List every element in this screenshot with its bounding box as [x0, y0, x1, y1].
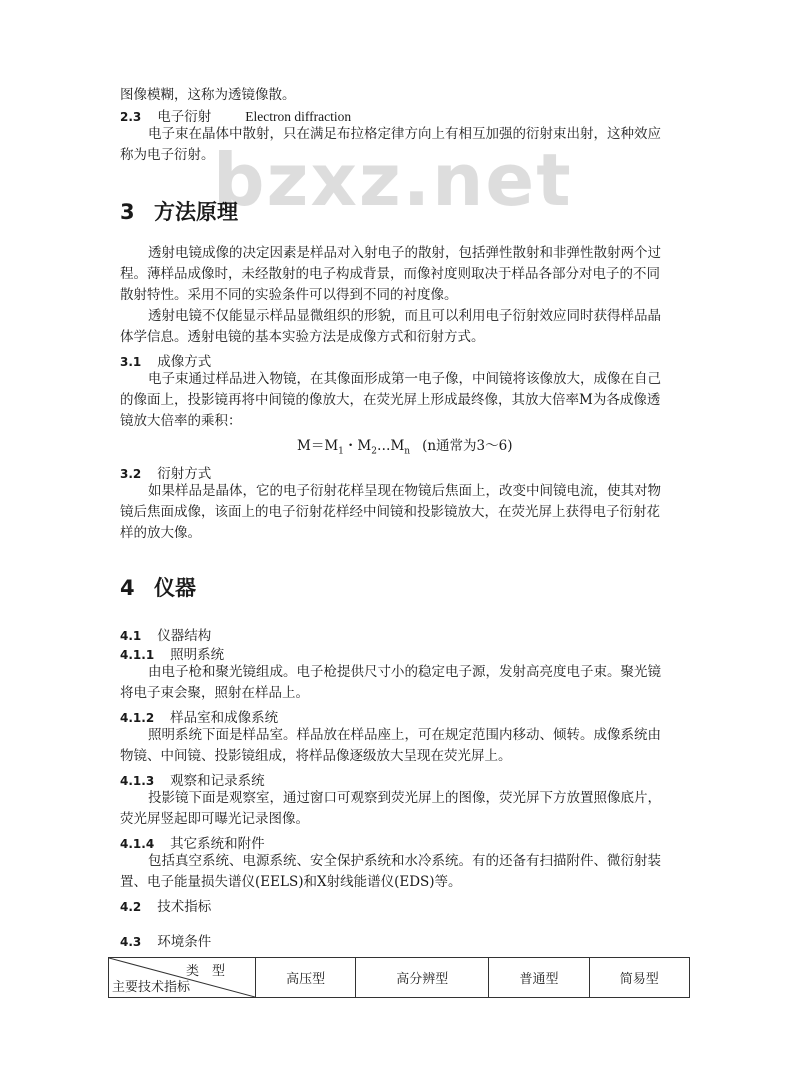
paragraph-line: 透射电镜不仅能显示样品显微组织的形貌，而且可以利用电子衍射效应同时获得样品晶 [148, 308, 661, 324]
paragraph-line: 由电子枪和聚光镜组成。电子枪提供尺寸小的稳定电子源，发射高亮度电子束。聚光镜 [148, 664, 661, 680]
paragraph-line: 镜放大倍率的乘积： [120, 413, 242, 429]
paragraph-line: 置、电子能量损失谱仪(EELS)和X射线能谱仪(EDS)等。 [120, 874, 462, 890]
paragraph-line: 包括真空系统、电源系统、安全保护系统和水冷系统。有的还备有扫描附件、微衍射装 [148, 853, 661, 869]
paragraph-line: 照明系统下面是样品室。样品放在样品座上，可在规定范围内移动、倾转。成像系统由 [148, 727, 661, 743]
paragraph-line: 散射特性。采用不同的实验条件可以得到不同的衬度像。 [120, 287, 458, 303]
paragraph-line: 体学信息。透射电镜的基本实验方法是成像方式和衍射方式。 [120, 329, 485, 345]
table-header-cell: 高分辨型 [356, 958, 489, 998]
paragraph-line: 样的放大像。 [120, 525, 201, 541]
section-4-1-heading: 4.1 仪器结构 [120, 628, 212, 644]
section-4-1-1-heading: 4.1.1 照明系统 [120, 647, 225, 663]
section-3-heading: 3 方法原理 [120, 199, 238, 224]
paragraph-line: 程。薄样品成像时，未经散射的电子构成背景，而像衬度则取决于样品各部分对电子的不同 [120, 266, 660, 282]
section-2-3-heading: 2.3 电子衍射 Electron diffraction [120, 109, 352, 125]
section-4-3-heading: 4.3 环境条件 [120, 934, 212, 950]
table-header-cell: 高压型 [256, 958, 356, 998]
paragraph-line: 称为电子衍射。 [120, 147, 215, 163]
magnification-formula: $M=M_1$・$M_2\dots M_n$ (n通常为3～6) [297, 438, 513, 457]
section-4-heading: 4 仪器 [120, 575, 196, 600]
text-line: 图像模糊，这称为透镜像散。 [120, 87, 296, 103]
table-row [109, 958, 690, 998]
paragraph-line: 电子束通过样品进入物镜，在其像面形成第一电子像，中间镜将该像放大，成像在自己 [148, 371, 661, 387]
section-4-2-heading: 4.2 技术指标 [120, 899, 212, 915]
section-3-1-heading: 3.1 成像方式 [120, 354, 212, 370]
section-4-1-4-heading: 4.1.4 其它系统和附件 [120, 836, 265, 852]
paragraph-line: 物镜、中间镜、投影镜组成，将样品像逐级放大呈现在荧光屏上。 [120, 748, 512, 764]
paragraph-line: 荧光屏竖起即可曝光记录图像。 [120, 811, 309, 827]
paragraph-line: 如果样品是晶体，它的电子衍射花样呈现在物镜后焦面上，改变中间镜电流，使其对物 [148, 483, 661, 499]
table-header-cell: 普通型 [489, 958, 589, 998]
paragraph-line: 镜后焦面成像，该面上的电子衍射花样经中间镜和投影镜放大，在荧光屏上获得电子衍射花 [120, 504, 660, 520]
paragraph-line: 透射电镜成像的决定因素是样品对入射电子的散射，包括弹性散射和非弹性散射两个过 [148, 245, 661, 261]
corner-top-label: 类 型 [185, 964, 225, 979]
section-4-1-2-heading: 4.1.2 样品室和成像系统 [120, 710, 279, 726]
corner-bottom-label: 主要技术指标 [112, 980, 191, 995]
table-corner-cell [109, 958, 256, 998]
table-header-cell: 简易型 [589, 958, 689, 998]
spec-table [108, 957, 690, 998]
paragraph-line: 电子束在晶体中散射，只在满足布拉格定律方向上有相互加强的衍射束出射，这种效应 [148, 126, 661, 142]
paragraph-line: 将电子束会聚，照射在样品上。 [120, 685, 309, 701]
section-4-1-3-heading: 4.1.3 观察和记录系统 [120, 773, 265, 789]
section-3-2-heading: 3.2 衍射方式 [120, 466, 212, 482]
paragraph-line: 投影镜下面是观察室，通过窗口可观察到荧光屏上的图像，荧光屏下方放置照像底片， [148, 790, 661, 806]
paragraph-line: 的像面上，投影镜再将中间镜的像放大，在荧光屏上形成最终像，其放大倍率M为各成像透 [120, 392, 661, 408]
watermark: bzxz.net [213, 138, 573, 222]
